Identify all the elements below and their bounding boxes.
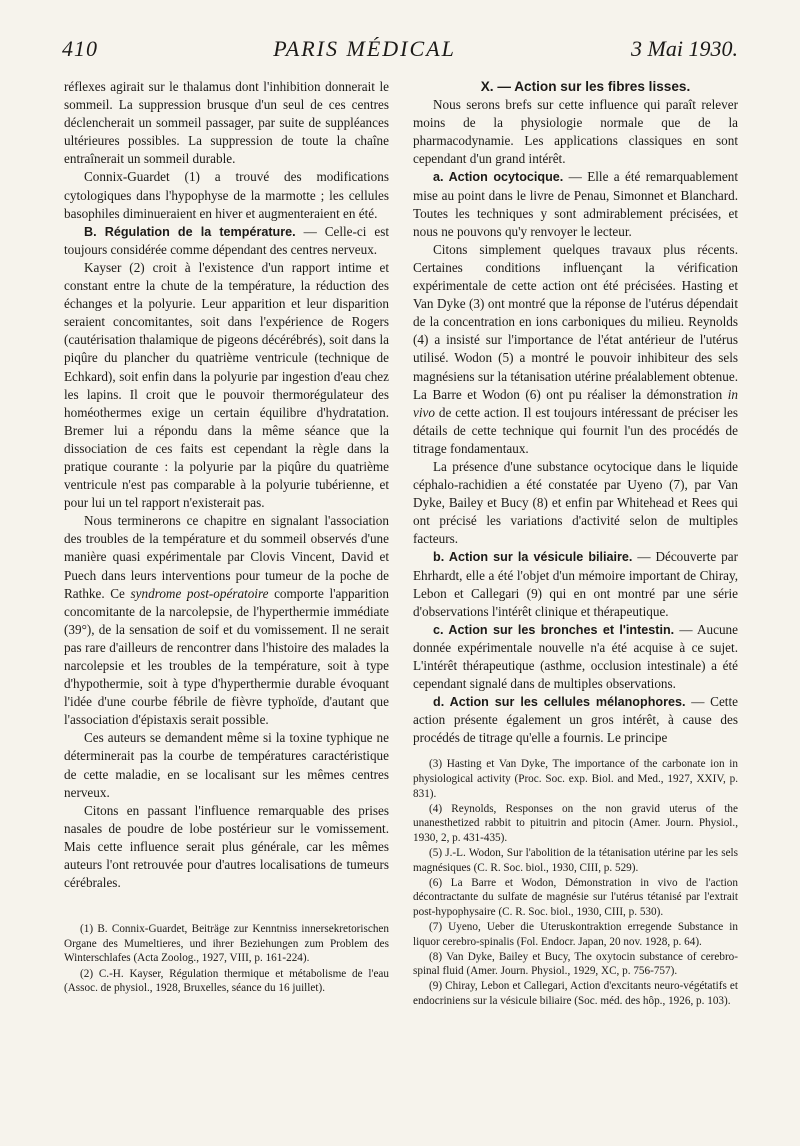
footnote: (2) C.-H. Kayser, Régulation thermique et métabolisme de l'eau (Assoc. de physiol., 1928, Bruxelles, séance du 16 juillet). xyxy=(64,967,389,995)
paragraph-text: — Découverte par Ehrhardt, elle a été l'objet d'un mémoire important de Chiray, Lebon et Callegari (9) qui en ont montré par une série d'observations l'intérêt clinique et thérapeutique. xyxy=(413,549,738,619)
left-column xyxy=(64,78,389,996)
paragraph-text: — Celle-ci est toujours considérée comme dépendant des centres nerveux. xyxy=(64,223,389,257)
paragraph xyxy=(413,168,738,240)
paragraph: Citons en passant l'influence remarquable des prises nasales de poudre de lobe postérieur sur le vomissement. Mais cette influence serait plus générale, car les mêmes auteurs l'ont retrouvée pour d'autres localisations de tumeurs cérébrales. xyxy=(64,802,389,891)
subsection-heading: c. Action sur les bronches et l'intestin. xyxy=(433,622,675,637)
right-column xyxy=(413,78,738,1009)
paragraph xyxy=(64,512,389,729)
subsection-heading: B. Régulation de la température. xyxy=(84,224,296,239)
footnote: (5) J.-L. Wodon, Sur l'abolition de la tétanisation utérine par les sels magnésiques (C. R. Soc. biol., 1930, CIII, p. 529). xyxy=(413,847,738,874)
footnote: (9) Chiray, Lebon et Callegari, Action d'excitants neuro-végétatifs et endocriniens sur la vésicule biliaire (Soc. méd. des hôp., 1926, p. 103). xyxy=(413,980,738,1007)
page-number: 410 xyxy=(62,36,98,61)
footnote: (8) Van Dyke, Bailey et Bucy, The oxytocin substance of cerebro-spinal fluid (Amer. Journ. Physiol., 1929, XC, p. 756-757). xyxy=(413,950,738,978)
journal-title: PARIS MÉDICAL xyxy=(273,36,456,61)
paragraph: Nous serons brefs sur cette influence qui paraît relever moins de la physiologie normale que de la pharmacodynamie. Les applications classiques en sont cependant d'un grand intérêt. xyxy=(413,97,738,167)
paragraph-text: comporte l'apparition concomitante de la narcolepsie, de l'hyperthermie immédiate (39°), de la sensation de soif et du vomissement. Il ne serait pas rare d'ailleurs de rencontrer dans l'histoire des malades la narcolepsie et les troubles de la température, soit à type d'hypothermie, soit à type d'hyperthermie durable évoquant l'idée d'une courbe fébrile de fièvre typhoïde, d'autant que l'association d'épistaxis serait possible. xyxy=(64,585,389,728)
footnote: (4) Reynolds, Responses on the non gravid uterus of the unanesthetized rabbit to pituitrin and pitocin (Amer. Journ. Physiol., 1930, 2, p. 431-435). xyxy=(413,802,738,844)
footnotes xyxy=(64,922,389,995)
footnote: (1) B. Connix-Guardet, Beiträge zur Kenntniss innersekretorischen Organe des Mumeltieres, und ihrer Beziehungen zum Problem des Winterschlafes (Acta Zoolog., 1927, VIII, p. 161-224). xyxy=(64,923,389,965)
paragraph: réflexes agirait sur le thalamus dont l'inhibition donnerait le sommeil. La suppression brusque d'un seul de ces centres déclencherait un sommeil passager, par suite de suppléances ultérieures possibles. La suppression de toute la chaîne entraînerait un sommeil durable. xyxy=(64,79,389,167)
footnotes xyxy=(413,757,738,1008)
footnote: (7) Uyeno, Ueber die Uteruskontraktion erregende Substance in liquor cerebro-spinalis (Fol. Endocr. Japan, 20 nov. 1928, p. 64). xyxy=(413,921,738,948)
paragraph-text: de cette action. Il est toujours intéressant de préciser les détails de cette technique qui fournit l'un des procédés de titrage fondamentaux. xyxy=(413,404,738,456)
paragraph: Connix-Guardet (1) a trouvé des modifications cytologiques dans l'hypophyse de la marmotte ; les cellules basophiles diminueraient en hiver et augmenteraient en été. xyxy=(64,169,389,221)
paragraph: Ces auteurs se demandent même si la toxine typhique ne déterminerait pas la courbe de températures caractéristique de cette maladie, en se localisant sur les mêmes centres nerveux. xyxy=(64,730,389,800)
footnote: (6) La Barre et Wodon, Démonstration in vivo de l'action décontractante du sulfate de magnésie sur l'utérus tétanisé par l'extrait post-hypophysaire (C. R. Soc. biol., 1930, CIII, p. 530). xyxy=(413,876,738,918)
paragraph xyxy=(413,693,738,747)
subsection-heading: b. Action sur la vésicule biliaire. xyxy=(433,550,633,565)
paragraph xyxy=(413,241,738,458)
italic-term: syndrome post-opératoire xyxy=(130,585,269,601)
paragraph-text: — Aucune donnée expérimentale nouvelle n'a été acquise à ce sujet. L'intérêt thérapeutique (asthme, occlusion intestinale) a été cependant signalé dans de multiples observations. xyxy=(413,621,738,692)
subsection-heading: d. Action sur les cellules mélanophores. xyxy=(433,695,686,710)
paragraph xyxy=(413,548,738,620)
footnote: (3) Hasting et Van Dyke, The importance of the carbonate ion in physiological activity (Proc. Soc. exp. Biol. and Med., 1927, XXIV, p. 831). xyxy=(413,758,738,800)
issue-date: 3 Mai 1930. xyxy=(631,36,738,61)
paragraph-text: — Cette action présente également un gros intérêt, à cause des procédés de titrage qu'elle a fournis. Le principe xyxy=(413,694,738,746)
section-title: X. — Action sur les fibres lisses. xyxy=(480,79,691,94)
paragraph: Kayser (2) croit à l'existence d'un rapport intime et constant entre la chute de la température, la réduction des échanges et la polyurie. Leur apparition et leur disparition seraient concomitantes, soit dans l'expérience de Rogers (cautérisation thalamique de pigeons décérébrés), soit dans la piqûre du plancher du quatrième ventricule (technique de Echkard), soit enfin dans la polyurie par ingestion d'eau chez les lapins. Il croit que le pouvoir thermorégulateur des homéothermes exige un certain équilibre d'hydratation. Bremer lui a répondu dans la même séance que la dissociation de ces faits est cependant la règle dans la pratique courante : la polyurie par la piqûre du quatrième ventricule n'est pas comparable à la polyurie tubérienne, et pour lui un tel rapport n'existerait pas. xyxy=(64,259,389,511)
paragraph-text: Nous terminerons ce chapitre en signalant l'association des troubles de la température et du sommeil observés d'une manière quasi expérimentale par Clovis Vincent, David et Puech dans leurs interventions pour tumeur de la poche de Rathke. Ce xyxy=(64,513,389,601)
paragraph: La présence d'une substance ocytocique dans le liquide céphalo-rachidien a été constatée par Uyeno (7), par Van Dyke, Bailey et Bucy (8) et enfin par Whitehead et Rees qui ont précisé les variations d'activité selon de multiples facteurs. xyxy=(413,458,738,547)
running-header xyxy=(62,36,738,70)
subsection-heading: a. Action ocytocique. xyxy=(433,170,564,185)
paragraph-text: — Elle a été remarquablement mise au point dans le livre de Penau, Simonnet et Blanchard. Toutes les techniques y sont admirablement précisées, et nous ne pouvons qu'y renvoyer le lecteur. xyxy=(413,169,738,239)
paragraph-text: Citons simplement quelques travaux plus récents. Certaines conditions influençant la vérification expérimentale de cette action ont été précisées. Hasting et Van Dyke (3) ont montré que la réponse de l'utérus dépendait de la concentration en ions carboniques du milieu. Reynolds (4) a insisté sur l'importance de l'état antérieur de l'utérus utilisé. Wodon (5) a montré le pouvoir inhibiteur des sels magnésiens sur la tétanisation utérine préalablement obtenue. La Barre et Wodon (6) ont pu réaliser la démonstration xyxy=(413,241,738,402)
italic-term: in vivo xyxy=(413,386,738,420)
paragraph xyxy=(64,223,389,259)
paragraph xyxy=(413,621,738,693)
